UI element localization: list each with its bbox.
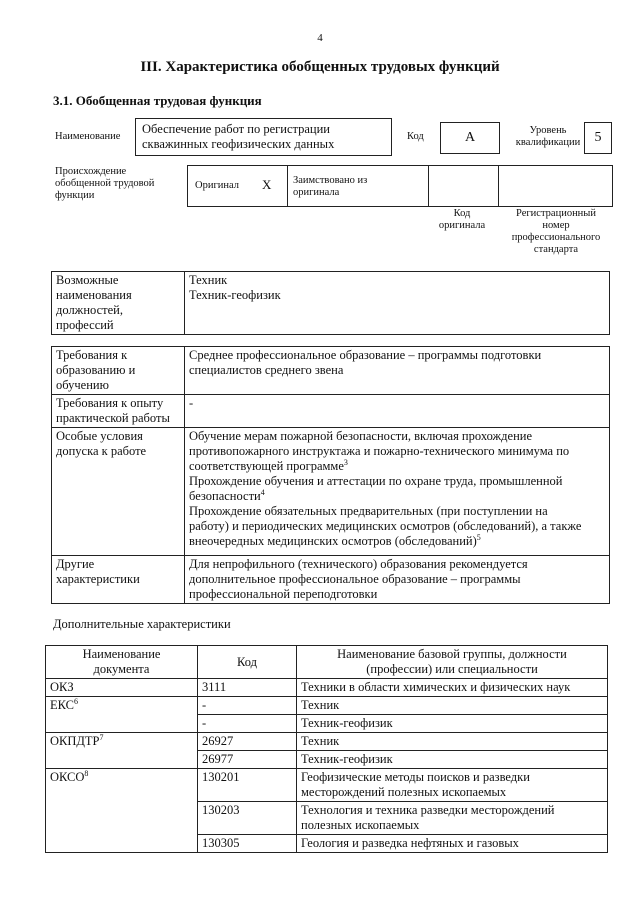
- req-label-line: практической работы: [56, 411, 170, 425]
- footnote-ref: 5: [476, 532, 481, 542]
- footnote-ref: 4: [260, 487, 265, 497]
- positions-label-line4: профессий: [56, 318, 114, 332]
- name-cell: [297, 679, 608, 697]
- positions-label-line2: наименования: [56, 288, 132, 302]
- name-cell: [297, 751, 608, 769]
- code-cell: 130201: [198, 769, 297, 802]
- req-value-text: безопасности: [189, 489, 261, 503]
- req-label-line: образованию и: [56, 363, 136, 377]
- code-cell: 26977: [198, 751, 297, 769]
- code-original-caption: [428, 208, 496, 232]
- name-cell: [297, 715, 608, 733]
- req-value-line: -: [189, 396, 194, 410]
- name-line: Техник-геофизик: [301, 716, 393, 730]
- origin-divider-2: [428, 166, 429, 206]
- header-code: Код: [198, 646, 297, 679]
- doc-cell: [46, 733, 198, 769]
- req-value-line: Среднее профессиональное образование – программы подготовки: [189, 348, 542, 362]
- code-cell: -: [198, 697, 297, 715]
- additional-table: [45, 645, 608, 853]
- footnote-ref: 8: [84, 768, 89, 778]
- function-name-line2: скважинных геофизических данных: [142, 137, 335, 151]
- name-label: Наименование: [55, 131, 121, 142]
- reg-line2: номер: [542, 220, 570, 231]
- name-line: Геофизические методы поисков и разведки: [301, 770, 530, 784]
- header-name-line: Наименование базовой группы, должности: [337, 647, 567, 661]
- level-label: [508, 125, 588, 149]
- requirement-row-special-conditions: [52, 428, 610, 556]
- table-row: [46, 769, 608, 802]
- name-line: Технология и техника разведки месторождений: [301, 803, 555, 817]
- footnote-ref: 3: [343, 457, 348, 467]
- doc-name: ОКЗ: [50, 680, 74, 694]
- origin-label-line3: функции: [55, 190, 95, 201]
- reg-line1: Регистрационный: [516, 208, 596, 219]
- reg-line4: стандарта: [533, 244, 579, 255]
- requirement-value-cell: [185, 556, 610, 604]
- requirement-value-cell: [185, 347, 610, 395]
- original-label: Оригинал: [195, 180, 239, 191]
- page-number: 4: [317, 32, 323, 44]
- origin-divider-3: [498, 166, 499, 206]
- req-value-line: профессиональной переподготовки: [189, 587, 378, 601]
- function-name-line1: Обеспечение работ по регистрации: [142, 122, 330, 136]
- name-line: месторождений полезных ископаемых: [301, 785, 507, 799]
- name-line: Техник: [301, 698, 340, 712]
- req-value-line: дополнительное профессиональное образование – программы: [189, 572, 521, 586]
- req-value-text: внеочередных медицинских осмотров (обследований): [189, 534, 477, 548]
- table-row: [46, 733, 608, 751]
- reg-number-caption: [500, 208, 612, 256]
- positions-label-cell: [52, 272, 185, 335]
- position-geophysics-technician: Техник-геофизик: [189, 288, 281, 302]
- origin-box: [187, 165, 613, 207]
- req-value-line: Обучение мерам пожарной безопасности, включая прохождение: [189, 429, 532, 443]
- function-name-box: [135, 118, 392, 156]
- section-title: III. Характеристика обобщенных трудовых функций: [140, 59, 500, 75]
- req-value-line: работу) и периодических медицинских осмотров (обследований), а также: [189, 519, 582, 533]
- req-label-line: Особые условия: [56, 429, 143, 443]
- name-line: Техники в области химических и физических наук: [301, 680, 571, 694]
- origin-label-line2: обобщенной трудовой: [55, 178, 155, 189]
- requirement-row-education: [52, 347, 610, 395]
- code-cell: -: [198, 715, 297, 733]
- name-line: полезных ископаемых: [301, 818, 420, 832]
- code-original-line2: оригинала: [438, 220, 486, 231]
- code-value-box: А: [440, 122, 500, 154]
- additional-title: Дополнительные характеристики: [53, 617, 231, 631]
- table-row: [46, 697, 608, 715]
- positions-value-cell: [185, 272, 610, 335]
- positions-label-line3: должностей,: [56, 303, 123, 317]
- reg-line3: профессионального: [511, 232, 601, 243]
- level-value-box: 5: [584, 122, 612, 154]
- requirement-row-other: [52, 556, 610, 604]
- requirements-table: [51, 346, 610, 604]
- origin-label: [55, 166, 154, 202]
- name-cell: [297, 733, 608, 751]
- original-mark: X: [262, 177, 272, 192]
- subsection-title: 3.1. Обобщенная трудовая функция: [53, 93, 262, 108]
- req-label-line: характеристики: [56, 572, 140, 586]
- position-technician: Техник: [189, 273, 228, 287]
- origin-label-line1: Происхождение: [55, 166, 127, 177]
- code-cell: 26927: [198, 733, 297, 751]
- header-doc-line: Наименование: [82, 647, 161, 661]
- requirement-label-cell: [52, 347, 185, 395]
- req-label-line: обучению: [56, 378, 109, 392]
- code-original-line1: Код: [453, 208, 471, 219]
- req-value-line: Для непрофильного (технического) образования рекомендуется: [189, 557, 528, 571]
- req-value-line: [189, 534, 605, 549]
- req-value-text: соответствующей программе: [189, 459, 344, 473]
- doc-name: ОКПДТР: [50, 734, 100, 748]
- origin-divider-1: [287, 166, 288, 206]
- header-name: [297, 646, 608, 679]
- req-value-line: специалистов среднего звена: [189, 363, 344, 377]
- req-value-line: Прохождение обучения и аттестации по охране труда, промышленной: [189, 474, 563, 488]
- code-cell: 3111: [198, 679, 297, 697]
- positions-table: [51, 271, 610, 335]
- level-label-line1: Уровень: [529, 125, 567, 136]
- doc-cell: [46, 679, 198, 697]
- doc-name: ЕКС: [50, 698, 74, 712]
- footnote-ref: 6: [74, 696, 78, 706]
- name-line: Техник-геофизик: [301, 752, 393, 766]
- additional-body: [46, 679, 608, 853]
- name-cell: [297, 769, 608, 802]
- requirement-value-cell: [185, 428, 610, 556]
- req-label-line: Требования к опыту: [56, 396, 164, 410]
- header-name-line: (профессии) или специальности: [366, 662, 538, 676]
- borrowed-label: [293, 175, 367, 199]
- req-value-line: [189, 459, 605, 474]
- requirement-row-experience: [52, 395, 610, 428]
- positions-label-line1: Возможные: [56, 273, 119, 287]
- req-label-line: Требования к: [56, 348, 128, 362]
- positions-row: [52, 272, 610, 335]
- code-cell: 130203: [198, 802, 297, 835]
- borrowed-label-line2: оригинала: [293, 187, 340, 198]
- name-line: Геология и разведка нефтяных и газовых: [301, 836, 519, 850]
- req-label-line: допуска к работе: [56, 444, 147, 458]
- footnote-ref: 7: [99, 732, 104, 742]
- requirement-label-cell: [52, 556, 185, 604]
- requirement-value-cell: [185, 395, 610, 428]
- req-value-line: противопожарного инструктажа и пожарно-технического минимума по: [189, 444, 570, 458]
- name-line: Техник: [301, 734, 340, 748]
- table-row: [46, 679, 608, 697]
- header-doc-line: документа: [93, 662, 150, 676]
- req-value-line: Прохождение обязательных предварительных (при поступлении на: [189, 504, 548, 518]
- level-label-line2: квалификации: [515, 137, 581, 148]
- requirement-label-cell: [52, 428, 185, 556]
- code-cell: 130305: [198, 835, 297, 853]
- header-doc: [46, 646, 198, 679]
- req-label-line: Другие: [56, 557, 95, 571]
- name-cell: [297, 802, 608, 835]
- name-cell: [297, 835, 608, 853]
- doc-cell: [46, 697, 198, 733]
- code-label: Код: [407, 131, 424, 142]
- additional-header-row: [46, 646, 608, 679]
- requirement-label-cell: [52, 395, 185, 428]
- borrowed-label-line1: Заимствовано из: [293, 175, 368, 186]
- req-value-line: [189, 489, 605, 504]
- name-cell: [297, 697, 608, 715]
- doc-name: ОКСО: [50, 770, 85, 784]
- doc-cell: [46, 769, 198, 853]
